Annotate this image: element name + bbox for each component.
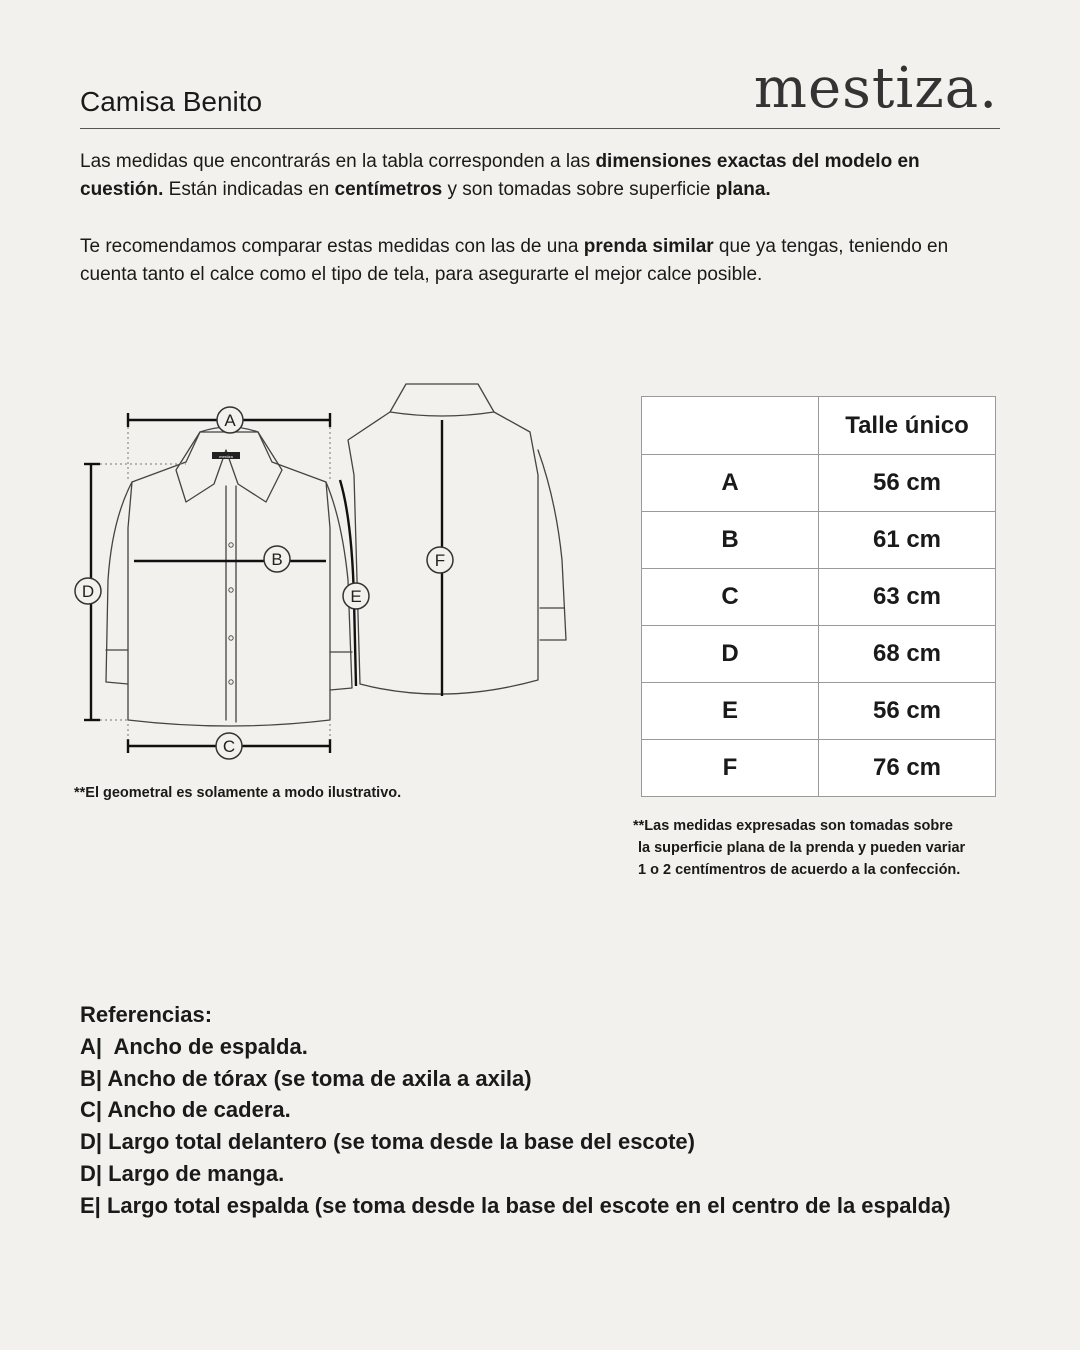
shirt-technical-drawing xyxy=(60,370,580,790)
table-note-line: **Las medidas expresadas son tomadas sobre xyxy=(633,818,953,834)
intro-paragraph-2 xyxy=(80,233,1000,289)
brand-tag-text: mestiza xyxy=(219,454,233,459)
measure-label: F xyxy=(642,740,819,797)
reference-item: C| Ancho de cadera. xyxy=(80,1097,291,1123)
intro-text-bold: dimensiones exactas del modelo en cuestión. xyxy=(80,151,920,200)
intro-text: Las medidas que encontrarás en la tabla corresponden a las xyxy=(80,151,596,172)
intro-paragraph-1 xyxy=(80,148,1000,204)
header-divider xyxy=(80,128,1000,129)
measure-value: 56 cm xyxy=(819,455,996,512)
measure-value: 63 cm xyxy=(819,569,996,626)
table-note-line: 1 o 2 centímentros de acuerdo a la confección. xyxy=(638,862,961,878)
size-table-corner xyxy=(642,397,819,455)
intro-text: Te recomendamos comparar estas medidas con las de una xyxy=(80,236,584,257)
table-note xyxy=(633,815,965,881)
label-e: E xyxy=(350,587,362,606)
measure-value: 68 cm xyxy=(819,626,996,683)
intro-text-bold: centímetros xyxy=(334,179,443,200)
measure-label: A xyxy=(642,455,819,512)
table-row xyxy=(642,455,996,512)
reference-item: E| Largo total espalda (se toma desde la base del escote en el centro de la espalda) xyxy=(80,1192,951,1218)
measure-label: C xyxy=(642,569,819,626)
references xyxy=(80,999,951,1222)
table-row xyxy=(642,512,996,569)
table-row xyxy=(642,626,996,683)
label-a: A xyxy=(224,411,236,430)
table-note-line: la superficie plana de la prenda y pueden variar xyxy=(638,840,966,856)
page-title: Camisa Benito xyxy=(80,86,263,117)
reference-item: B| Ancho de tórax (se toma de axila a axila) xyxy=(80,1065,532,1091)
intro-text-bold: prenda similar xyxy=(583,236,714,257)
references-title: Referencias: xyxy=(80,1002,213,1027)
reference-item: A| Ancho de espalda. xyxy=(80,1033,308,1059)
diagram-note: **El geometral es solamente a modo ilustrativo. xyxy=(74,785,402,801)
size-table-header-row xyxy=(642,397,996,455)
intro-text: Están indicadas en xyxy=(163,179,335,200)
measure-value: 76 cm xyxy=(819,740,996,797)
table-row xyxy=(642,569,996,626)
label-c: C xyxy=(222,737,236,756)
table-row xyxy=(642,740,996,797)
measure-value: 61 cm xyxy=(819,512,996,569)
reference-item: D| Largo total delantero (se toma desde la base del escote) xyxy=(80,1129,695,1155)
label-b: B xyxy=(271,550,283,569)
size-table xyxy=(641,396,996,797)
table-row xyxy=(642,683,996,740)
label-d: D xyxy=(81,582,95,601)
size-table-header: Talle único xyxy=(819,397,996,455)
measure-label: E xyxy=(642,683,819,740)
measure-label: D xyxy=(642,626,819,683)
brand-logo: mestiza. xyxy=(753,56,998,121)
reference-item: D| Largo de manga. xyxy=(80,1160,285,1186)
measure-value: 56 cm xyxy=(819,683,996,740)
intro-text: que ya tengas, teniendo en cuenta tanto el calce como el tipo de tela, para asegurarte el mejor calce posible. xyxy=(80,236,949,285)
intro-text: y son tomadas sobre superficie xyxy=(442,179,716,200)
label-f: F xyxy=(434,551,446,570)
intro-text-bold: plana. xyxy=(715,179,771,200)
measure-label: B xyxy=(642,512,819,569)
